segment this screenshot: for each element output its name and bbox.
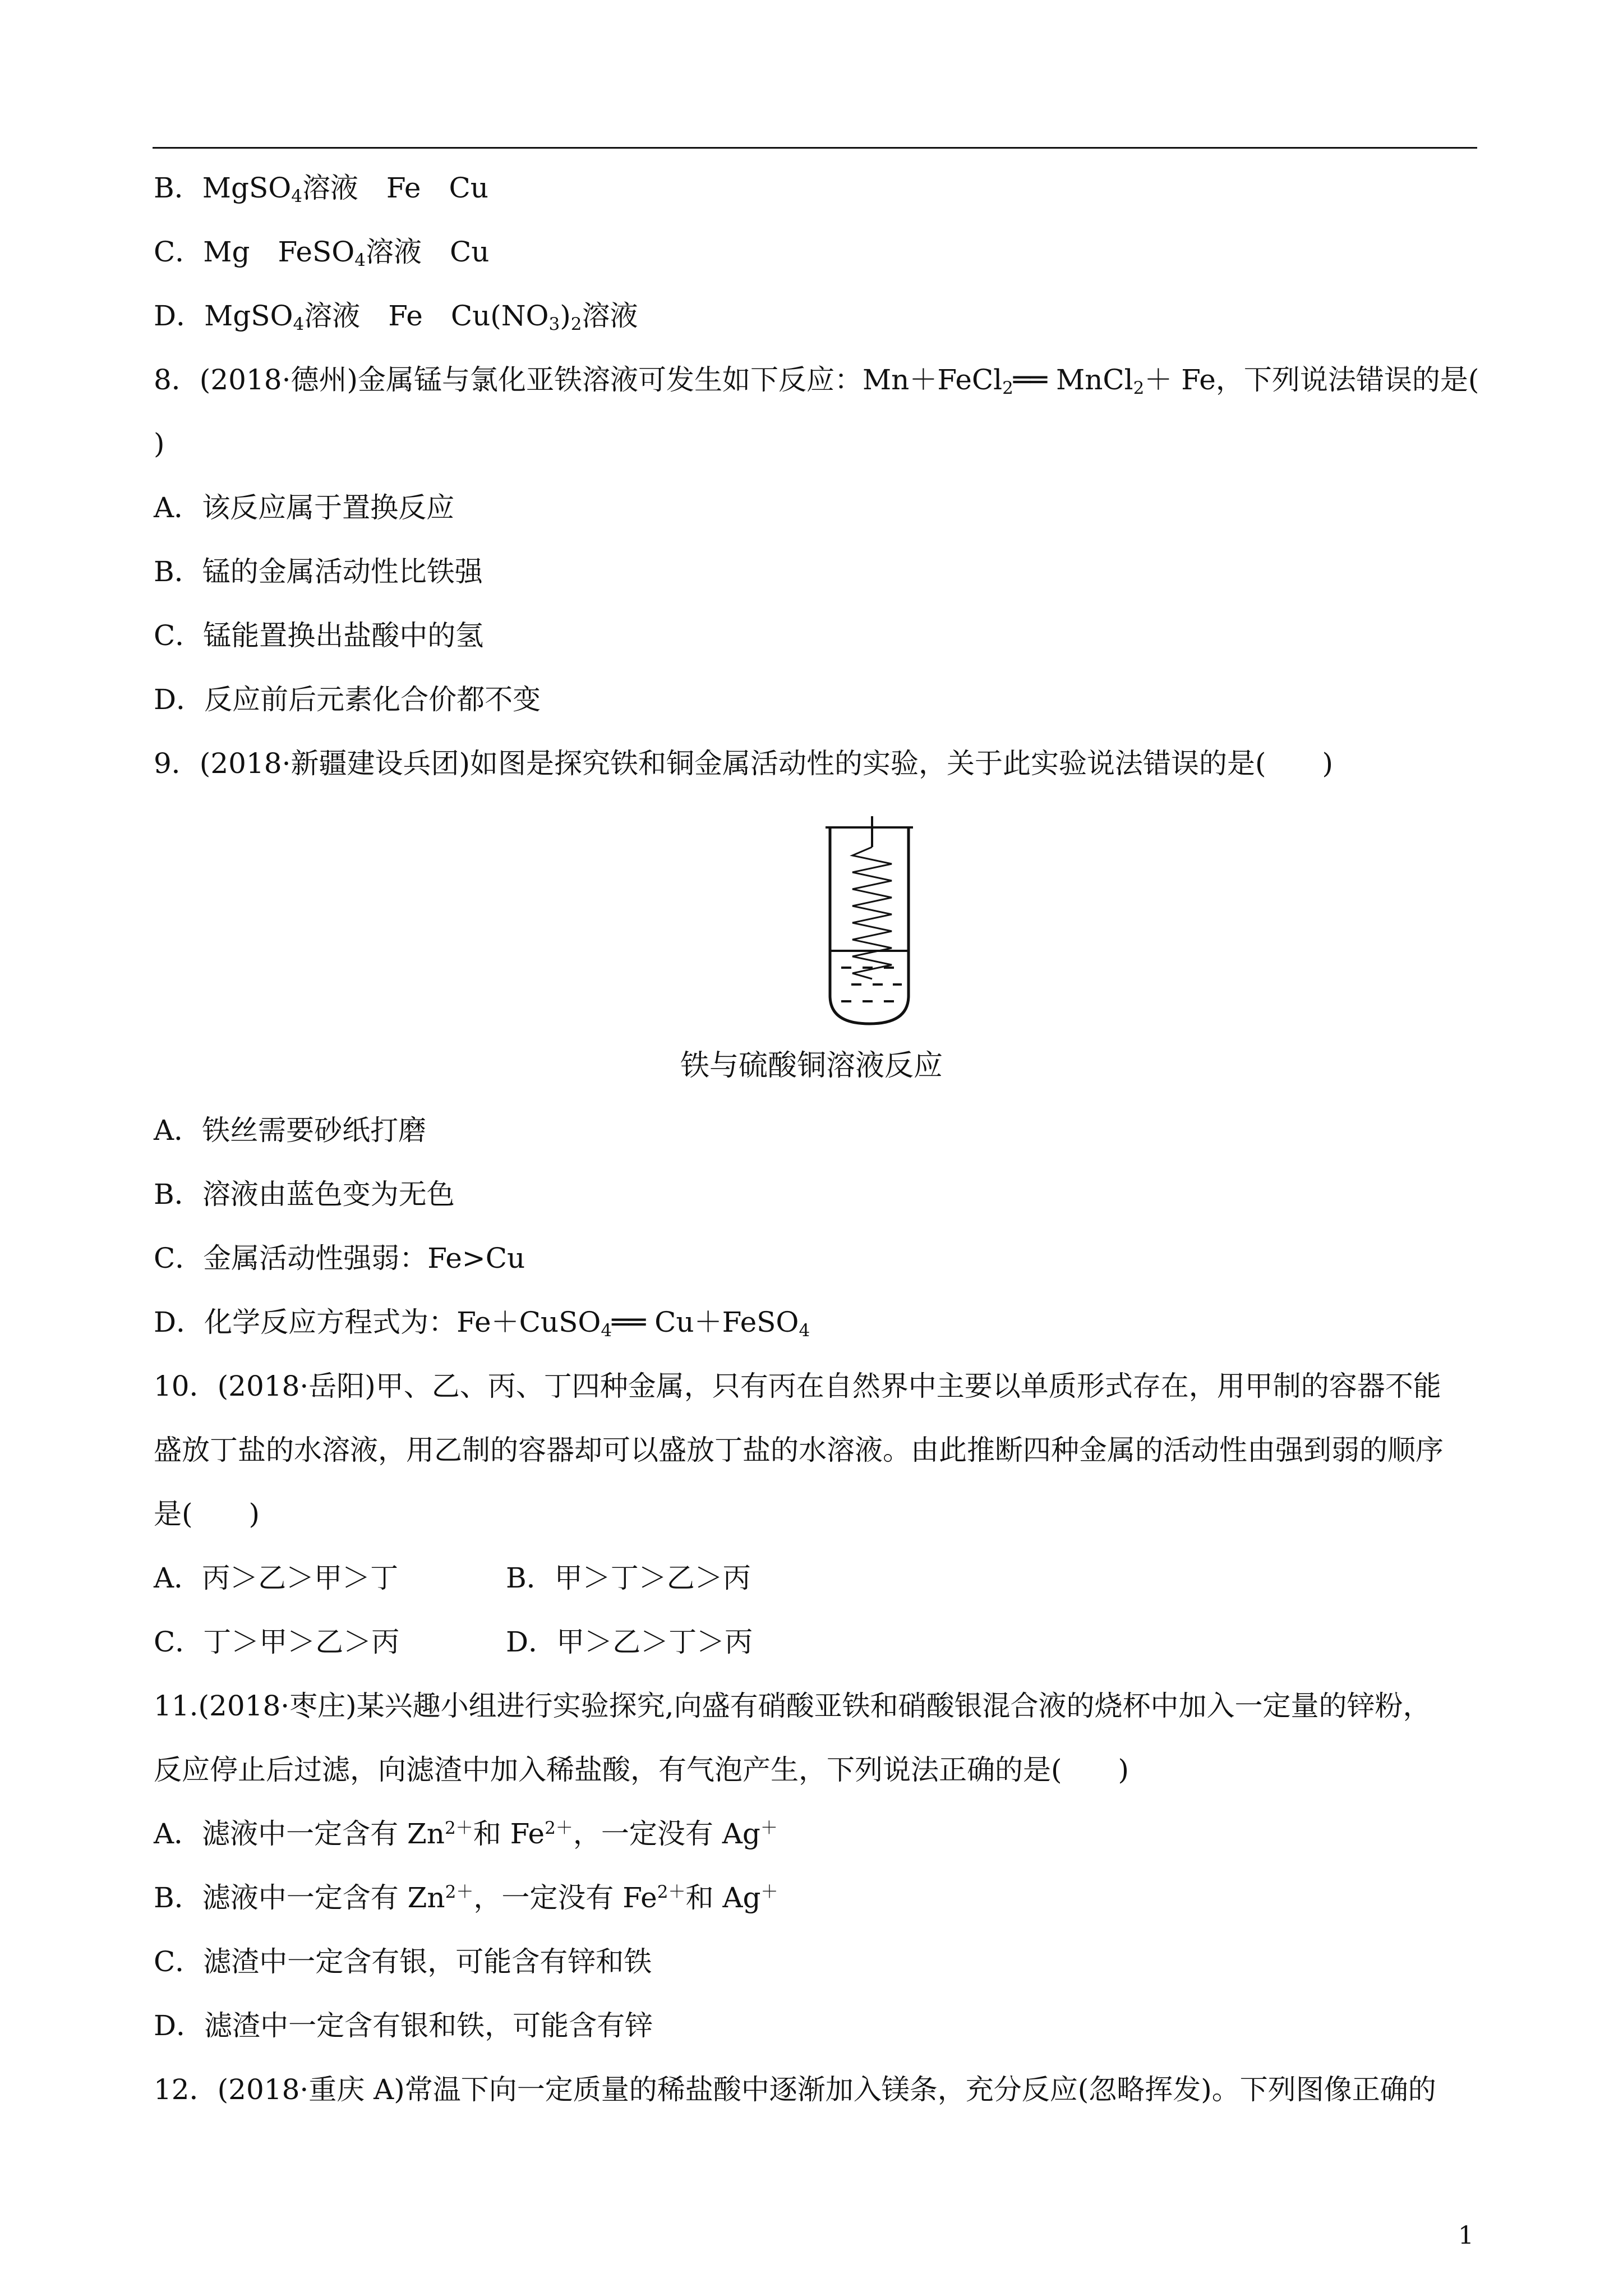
q11-option-b: B．滤液中一定含有 $Zn^{2+}$，一定没有 $Fe^{2+}$和 Ag＋ [154,1881,778,1914]
q8-stem: 8．(2018·德州)金属锰与氯化亚铁溶液可发生如下反应：Mn＋FeCl$_2$══ MnCl$_2$＋ Fe，下列说法错误的是( [154,364,1479,398]
option-d-prev: D．MgSO$_4$溶液 Fe $Cu(NO_3)_2$溶液 [154,300,638,334]
q9-option-d: D．化学反应方程式为：Fe＋CuSO$_4$══ Cu＋FeSO$_4$ [154,1306,810,1341]
q11-stem-line2: 反应停止后过滤，向滤渣中加入稀盐酸，有气泡产生，下列说法正确的是( ) [154,1754,1129,1786]
page-number: 1 [1458,2221,1474,2250]
option-b-prev: B．MgSO$_4$溶液 Fe Cu [154,172,488,206]
q11-option-c: C．滤渣中一定含有银，可能含有锌和铁 [154,1945,652,1978]
q10-options-row1 [154,1558,751,1598]
q10-option-c: C．丁＞甲＞乙＞丙 [154,1626,400,1658]
q11-stem-line1: 11.(2018·枣庄)某兴趣小组进行实验探究,向盛有硝酸亚铁和硝酸银混合液的烧杯中加入一定量的锌粉， [154,1690,1431,1722]
q11-option-a: A．滤液中一定含有 $Zn^{2+}$和 $Fe^{2+}$，一定没有 Ag＋ [154,1818,778,1850]
q9-option-b: B．溶液由蓝色变为无色 [154,1178,455,1211]
q12-stem-line1: 12．(2018·重庆 A)常温下向一定质量的稀盐酸中逐渐加入镁条，充分反应(忽略挥发)。下列图像正确的 [154,2073,1436,2106]
q8-option-b: B．锰的金属活动性比铁强 [154,555,483,588]
q10-option-b: B．甲＞丁＞乙＞丙 [506,1562,751,1594]
q10-option-a: A．丙＞乙＞甲＞丁 [154,1562,399,1594]
test-tube-figure [819,816,920,1029]
q9-stem: 9．(2018·新疆建设兵团)如图是探究铁和铜金属活动性的实验，关于此实验说法错误的是( ) [154,747,1333,780]
q8-option-c: C．锰能置换出盐酸中的氢 [154,619,484,652]
figure-caption: 铁与硫酸铜溶液反应 [680,1049,943,1083]
q8-option-a: A．该反应属于置换反应 [154,491,455,524]
q10-stem-line2: 盛放丁盐的水溶液，用乙制的容器却可以盛放丁盐的水溶液。由此推断四种金属的活动性由强到弱的顺序 [154,1434,1444,1466]
q8-option-d: D．反应前后元素化合价都不变 [154,683,541,716]
option-c-prev: C．Mg FeSO$_4$溶液 Cu [154,236,490,270]
q8-stem-cont: ) [154,427,165,460]
q10-stem-line1: 10．(2018·岳阳)甲、乙、丙、丁四种金属，只有丙在自然界中主要以单质形式存在，用甲制的容器不能 [154,1370,1441,1402]
q9-option-c: C．金属活动性强弱：Fe>Cu [154,1242,525,1274]
q11-option-d: D．滤渣中一定含有银和铁，可能含有锌 [154,2009,653,2042]
q10-options-row2 [154,1622,753,1662]
header-rule [153,147,1477,149]
q10-option-d: D．甲＞乙＞丁＞丙 [506,1626,753,1658]
q10-stem-line3: 是( ) [154,1498,260,1530]
q9-option-a: A．铁丝需要砂纸打磨 [154,1114,427,1147]
